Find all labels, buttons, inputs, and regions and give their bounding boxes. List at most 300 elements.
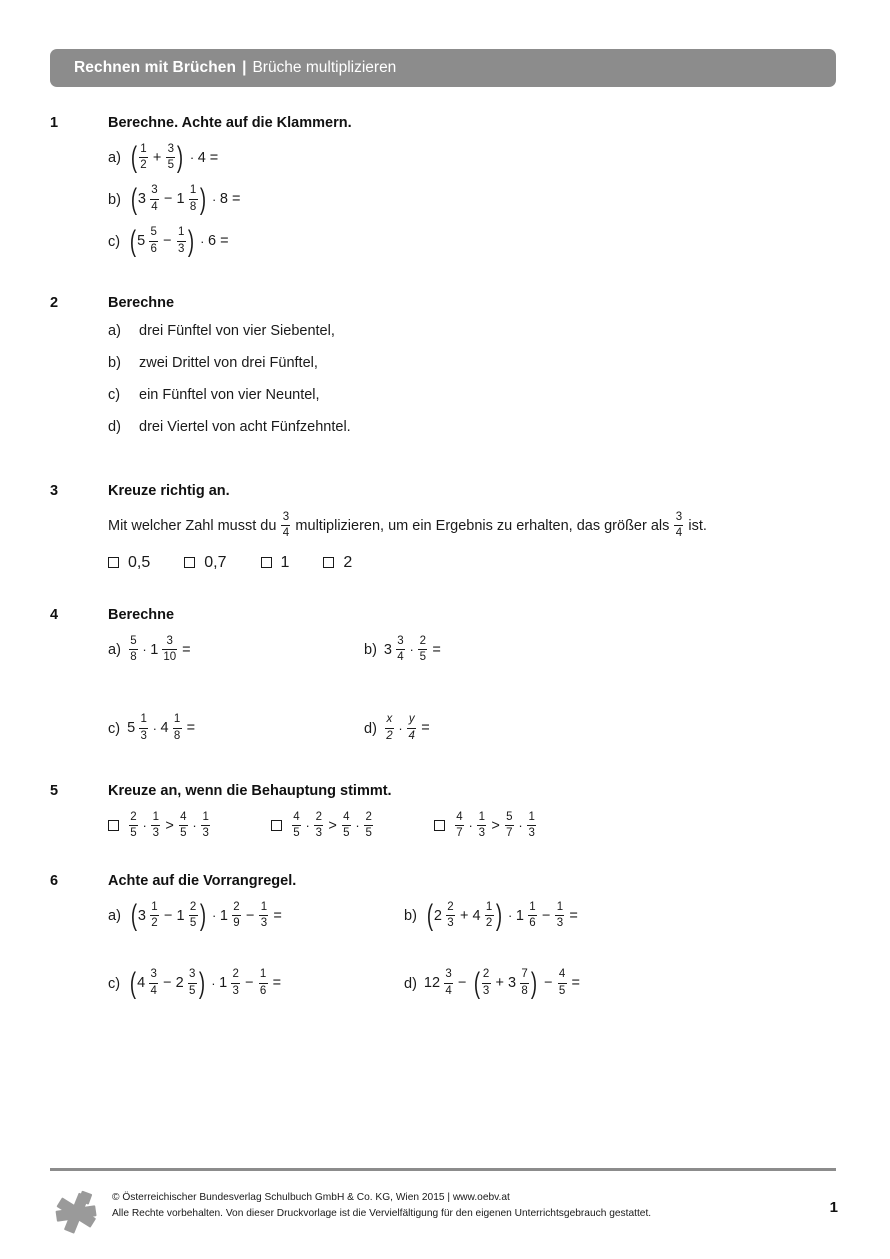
fraction: [188, 968, 197, 998]
fraction-denominator: 2: [386, 729, 393, 742]
fraction: [150, 901, 159, 931]
item-label: b): [364, 641, 377, 658]
operator: >: [328, 817, 337, 834]
paren-close: ): [199, 182, 206, 216]
fraction-denominator: 5: [189, 984, 196, 997]
exercise-body: [108, 635, 840, 744]
fraction: [446, 901, 455, 931]
exercise-row: [108, 714, 840, 744]
operator: −: [163, 907, 173, 924]
fraction: [385, 713, 394, 743]
item-label: b): [108, 191, 121, 208]
item-label: d): [364, 720, 377, 737]
fraction-bar: [201, 825, 210, 826]
number: 1: [219, 907, 228, 924]
item-label: a): [108, 149, 121, 166]
fraction: [129, 635, 138, 665]
exercise-heading: [50, 607, 840, 623]
fraction-denominator: 5: [365, 827, 372, 840]
fraction-denominator: 3: [447, 917, 454, 930]
fraction-bar: [173, 728, 182, 729]
item-label: b): [108, 355, 121, 371]
operator: >: [491, 817, 500, 834]
paren-open: (: [129, 966, 137, 1000]
operator: −: [544, 975, 553, 992]
fraction: [129, 811, 138, 841]
fraction: [444, 968, 453, 998]
fraction-denominator: 4: [282, 527, 290, 540]
fraction-numerator: 1: [478, 810, 486, 823]
fraction-bar: [446, 915, 455, 916]
number: 3: [507, 975, 517, 992]
fraction-numerator: 1: [528, 810, 535, 823]
fraction-bar: [485, 915, 494, 916]
fraction-bar: [150, 915, 159, 916]
exercise-number: 1: [50, 115, 59, 131]
fraction-denominator: 5: [343, 827, 350, 840]
exercise-item: [108, 224, 840, 258]
fraction: [139, 713, 148, 743]
fraction: [396, 635, 405, 665]
exercise-body: [108, 901, 840, 999]
fraction: [149, 968, 158, 998]
number: 6: [207, 233, 217, 250]
page-footer: [50, 1185, 840, 1237]
exercise-title: Berechne. Achte auf die Klammern.: [108, 115, 352, 131]
number: 1: [176, 191, 185, 208]
number: 1: [219, 975, 228, 992]
fraction-denominator: 3: [478, 827, 486, 840]
item-label: a): [108, 907, 121, 924]
operator: −: [163, 975, 172, 992]
fraction-denominator: 2: [485, 917, 493, 930]
number: 1: [150, 641, 159, 658]
fraction-denominator: 8: [130, 651, 137, 664]
statement-checkbox-option[interactable]: [108, 811, 271, 841]
statement-checkbox-option[interactable]: [271, 811, 434, 841]
fraction: [418, 635, 427, 665]
fraction-bar: [505, 825, 514, 826]
page-number: 1: [829, 1199, 838, 1216]
fraction: [139, 143, 148, 173]
fraction: [314, 811, 323, 841]
fraction: [558, 968, 567, 998]
text-run: ist.: [688, 517, 707, 534]
fraction-numerator: 1: [173, 713, 181, 726]
fraction: [342, 811, 351, 841]
fraction: [505, 811, 514, 841]
exercise-item: [404, 966, 584, 1000]
exercise-body: [108, 143, 840, 256]
exercise-heading: [50, 873, 840, 889]
operator: =: [209, 149, 219, 166]
item-label: d): [108, 419, 121, 435]
fraction-numerator: 3: [151, 184, 158, 197]
fraction-denominator: 5: [167, 159, 175, 172]
fraction-denominator: 6: [150, 242, 157, 255]
statement-checkbox-option[interactable]: [434, 811, 597, 841]
fraction-numerator: 1: [140, 713, 147, 726]
fraction-numerator: 2: [315, 810, 323, 823]
fraction-numerator: 5: [150, 226, 157, 239]
operator-multiply: ·: [189, 150, 195, 166]
exercise-number: 3: [50, 483, 59, 499]
fraction-bar: [364, 825, 373, 826]
exercise-3: [50, 483, 840, 572]
operator: =: [220, 233, 229, 250]
operator: =: [182, 641, 191, 658]
operator: −: [245, 975, 254, 992]
exercise-title: Berechne: [108, 607, 175, 623]
item-label: c): [108, 975, 121, 992]
exercise-row: [108, 901, 840, 931]
header-subtitle: Brüche multiplizieren: [252, 59, 397, 76]
fraction-denominator: 5: [419, 651, 427, 664]
paren-open: (: [473, 966, 480, 1000]
exercise-heading: [50, 295, 840, 311]
fraction: [232, 901, 241, 931]
fraction-denominator: 8: [173, 729, 181, 742]
fraction-numerator: 2: [233, 900, 240, 913]
checkbox-statement-1[interactable]: [108, 820, 119, 831]
exercise-item: [108, 714, 364, 744]
fraction: [259, 968, 268, 998]
paren-close: ): [177, 141, 184, 175]
paren-open: (: [130, 182, 138, 216]
number: 1: [515, 907, 524, 924]
math-expression: [104, 511, 711, 541]
number: 3: [383, 641, 392, 658]
fraction: [151, 811, 160, 841]
checkbox-option[interactable]: [323, 554, 352, 572]
exercise-item: [108, 966, 404, 1000]
fraction-numerator: 1: [556, 900, 564, 913]
fraction-bar: [231, 983, 240, 984]
exercise-title: Achte auf die Vorrangregel.: [108, 873, 297, 889]
list-item: [108, 387, 840, 403]
paren-open: (: [426, 899, 434, 933]
fraction-numerator: 1: [177, 226, 185, 239]
fraction-bar: [177, 241, 186, 242]
math-expression: [128, 811, 211, 841]
exercise-number: 5: [50, 783, 59, 799]
math-expression: [127, 224, 232, 258]
operator-multiply: ·: [398, 721, 403, 737]
paren-close: ): [187, 224, 194, 258]
fraction-bar: [149, 983, 158, 984]
operator: =: [272, 975, 282, 992]
fraction-denominator: 5: [558, 984, 566, 997]
operator: −: [163, 191, 173, 208]
item-label: a): [108, 641, 121, 658]
exercise-body: [108, 811, 840, 841]
fraction-numerator: 3: [445, 968, 452, 981]
fraction-bar: [188, 983, 197, 984]
fraction-numerator: 1: [260, 900, 268, 913]
fraction-numerator: x: [386, 713, 393, 726]
operator: >: [165, 817, 174, 834]
math-expression: [384, 714, 434, 744]
fraction-bar: [418, 649, 427, 650]
exercise-title: Berechne: [108, 295, 175, 311]
fraction-bar: [520, 983, 529, 984]
fraction-denominator: 4: [150, 984, 157, 997]
operator-multiply: ·: [508, 908, 513, 924]
copyright-line-2: Alle Rechte vorbehalten. Von dieser Druckvorlage ist die Vervielfältigung für den eigenen Unterrichtsgebrauch gestattet.: [112, 1207, 652, 1219]
fraction-denominator: 3: [315, 827, 323, 840]
fraction-bar: [259, 915, 268, 916]
number: 8: [219, 191, 228, 208]
fraction-numerator: 2: [482, 968, 490, 981]
number: 2: [433, 907, 442, 924]
statement-row: [108, 811, 840, 841]
exercise-heading: [50, 483, 840, 499]
fraction: [149, 226, 158, 256]
operator-multiply: ·: [152, 721, 158, 737]
fraction-bar: [528, 915, 537, 916]
number: 3: [137, 907, 146, 924]
number: 4: [160, 720, 169, 737]
operator: −: [541, 907, 551, 924]
number: 5: [127, 720, 136, 737]
number: 4: [472, 907, 481, 924]
item-label: d): [404, 975, 417, 992]
checkbox-1[interactable]: [261, 557, 272, 568]
exercise-row: [108, 966, 840, 1000]
exercise-1: [50, 115, 840, 268]
footer-copyright: [112, 1185, 651, 1222]
fraction-bar: [139, 157, 148, 158]
operator-multiply: ·: [468, 818, 473, 834]
exercise-item: [108, 143, 840, 173]
fraction: [674, 511, 683, 541]
fraction: [201, 811, 210, 841]
fraction-numerator: 3: [397, 634, 404, 647]
checkbox-option[interactable]: [261, 554, 290, 572]
fraction-numerator: 5: [130, 634, 137, 647]
fraction-bar: [396, 649, 405, 650]
checkbox-statement-2[interactable]: [271, 820, 282, 831]
fraction-denominator: 3: [528, 827, 535, 840]
exercise-number: 6: [50, 873, 59, 889]
fraction-numerator: 5: [506, 810, 513, 823]
fraction-bar: [281, 525, 290, 526]
exercise-5: [50, 783, 840, 841]
fraction-bar: [259, 983, 268, 984]
fraction: [485, 901, 494, 931]
fraction-numerator: 1: [529, 900, 536, 913]
fraction: [177, 226, 186, 256]
fraction: [259, 901, 268, 931]
fraction-bar: [129, 825, 138, 826]
fraction-denominator: 5: [293, 827, 300, 840]
fraction-numerator: 4: [180, 810, 187, 823]
operator: −: [245, 907, 255, 924]
fraction-numerator: 1: [202, 810, 209, 823]
fraction-numerator: 4: [343, 810, 350, 823]
fraction-denominator: 5: [130, 827, 137, 840]
checkbox-label: 1: [280, 553, 290, 571]
header-separator: |: [242, 59, 247, 76]
fraction: [555, 901, 564, 931]
exercise-item: [404, 901, 582, 931]
fraction-bar: [292, 825, 301, 826]
operator: −: [458, 975, 467, 992]
fraction-numerator: 7: [521, 968, 528, 981]
fraction: [150, 184, 159, 214]
checkbox-0,5[interactable]: [108, 557, 119, 568]
checkbox-label: 0,7: [204, 553, 227, 571]
fraction-bar: [455, 825, 464, 826]
fraction-denominator: 3: [202, 827, 209, 840]
fraction-numerator: y: [408, 713, 415, 726]
exercise-item: [364, 635, 445, 665]
footer-divider: [50, 1168, 836, 1171]
operator: =: [569, 907, 578, 924]
fraction-denominator: 7: [506, 827, 513, 840]
exercise-number: 2: [50, 295, 59, 311]
fraction-numerator: 2: [365, 810, 372, 823]
fraction-numerator: 3: [282, 510, 290, 523]
math-expression: [454, 811, 537, 841]
exercise-2: [50, 295, 840, 451]
fraction: [477, 811, 486, 841]
checkbox-label: 2: [343, 553, 353, 571]
checkbox-statement-3[interactable]: [434, 820, 445, 831]
math-expression: [128, 635, 195, 665]
operator-multiply: ·: [200, 234, 205, 250]
operator: +: [459, 907, 469, 924]
fraction: [173, 713, 182, 743]
fraction-bar: [385, 728, 394, 729]
fraction-bar: [179, 825, 188, 826]
text-run: multiplizieren, um ein Ergebnis zu erhalten, das größer als: [295, 517, 670, 534]
item-text: zwei Drittel von drei Fünftel,: [139, 355, 318, 371]
operator: =: [231, 191, 241, 208]
list-item: [108, 323, 840, 339]
fraction: [527, 811, 536, 841]
question-text: [108, 511, 840, 541]
fraction-denominator: 3: [260, 917, 268, 930]
operator-multiply: ·: [518, 818, 523, 834]
number: 5: [137, 233, 146, 250]
copyright-line-1: © Österreichischer Bundesverlag Schulbuch GmbH & Co. KG, Wien 2015 | www.oebv.at: [112, 1192, 510, 1203]
item-label: b): [404, 907, 417, 924]
math-expression: [424, 901, 582, 931]
fraction: [528, 901, 537, 931]
item-label: a): [108, 323, 121, 339]
fraction-denominator: 6: [529, 917, 536, 930]
fraction-denominator: 3: [232, 984, 239, 997]
operator-multiply: ·: [142, 642, 147, 658]
number: 4: [137, 975, 146, 992]
exercise-number: 4: [50, 607, 59, 623]
checkbox-option[interactable]: [108, 554, 150, 572]
fraction-numerator: 1: [151, 900, 158, 913]
operator-multiply: ·: [305, 818, 310, 834]
item-label: c): [108, 233, 121, 250]
fraction-denominator: 3: [482, 984, 490, 997]
fraction-bar: [189, 915, 198, 916]
math-expression: [291, 811, 374, 841]
fraction-numerator: 1: [189, 184, 197, 197]
exercise-row: [108, 635, 840, 665]
paren-open: (: [130, 899, 138, 933]
exercise-6: [50, 873, 840, 1037]
fraction-numerator: 2: [419, 634, 427, 647]
checkbox-0,7[interactable]: [184, 557, 195, 568]
fraction-bar: [407, 728, 416, 729]
fraction-numerator: 1: [140, 142, 147, 155]
operator-multiply: ·: [142, 818, 147, 834]
operator-multiply: ·: [211, 976, 216, 992]
fraction-bar: [129, 649, 138, 650]
fraction: [162, 635, 177, 665]
operator-multiply: ·: [192, 818, 197, 834]
operator: =: [186, 720, 196, 737]
exercise-item: [108, 182, 840, 216]
math-expression: [128, 901, 286, 931]
operator: =: [273, 907, 282, 924]
checkbox-option[interactable]: [184, 554, 226, 572]
operator: =: [421, 720, 430, 737]
fraction: [166, 143, 175, 173]
fraction-denominator: 8: [521, 984, 528, 997]
math-expression: [128, 182, 245, 216]
fraction-numerator: 2: [447, 900, 454, 913]
exercise-title: Kreuze richtig an.: [108, 483, 230, 499]
fraction-bar: [162, 649, 177, 650]
fraction-numerator: 3: [189, 968, 196, 981]
fraction-numerator: 3: [150, 968, 157, 981]
fraction-denominator: 3: [152, 827, 160, 840]
number: 1: [176, 907, 185, 924]
fraction-denominator: 4: [151, 200, 158, 213]
worksheet-header: [50, 49, 836, 87]
paren-close: ): [199, 899, 206, 933]
exercise-title: Kreuze an, wenn die Behauptung stimmt.: [108, 783, 392, 799]
fraction-bar: [558, 983, 567, 984]
fraction-bar: [482, 983, 491, 984]
exercise-item: [108, 901, 404, 931]
item-text: drei Fünftel von vier Siebentel,: [139, 323, 335, 339]
exercise-body: [108, 511, 840, 572]
fraction-denominator: 3: [556, 917, 564, 930]
fraction-bar: [150, 199, 159, 200]
fraction-denominator: 3: [140, 729, 147, 742]
list-item: [108, 355, 840, 371]
exercise-heading: [50, 783, 840, 799]
operator: =: [571, 975, 580, 992]
fraction-denominator: 9: [233, 917, 240, 930]
fraction: [520, 968, 529, 998]
paren-close: ): [530, 966, 538, 1000]
fraction-denominator: 4: [445, 984, 452, 997]
paren-open: (: [129, 224, 137, 258]
fraction-numerator: 1: [485, 900, 493, 913]
operator-multiply: ·: [355, 818, 360, 834]
fraction-numerator: 3: [166, 634, 173, 647]
checkbox-label: 0,5: [128, 553, 151, 571]
fraction-bar: [139, 728, 148, 729]
checkbox-2[interactable]: [323, 557, 334, 568]
fraction-bar: [555, 915, 564, 916]
operator-multiply: ·: [409, 642, 414, 658]
fraction: [292, 811, 301, 841]
fraction-denominator: 4: [675, 527, 683, 540]
exercise-item: [108, 635, 364, 665]
operator: =: [432, 641, 441, 658]
